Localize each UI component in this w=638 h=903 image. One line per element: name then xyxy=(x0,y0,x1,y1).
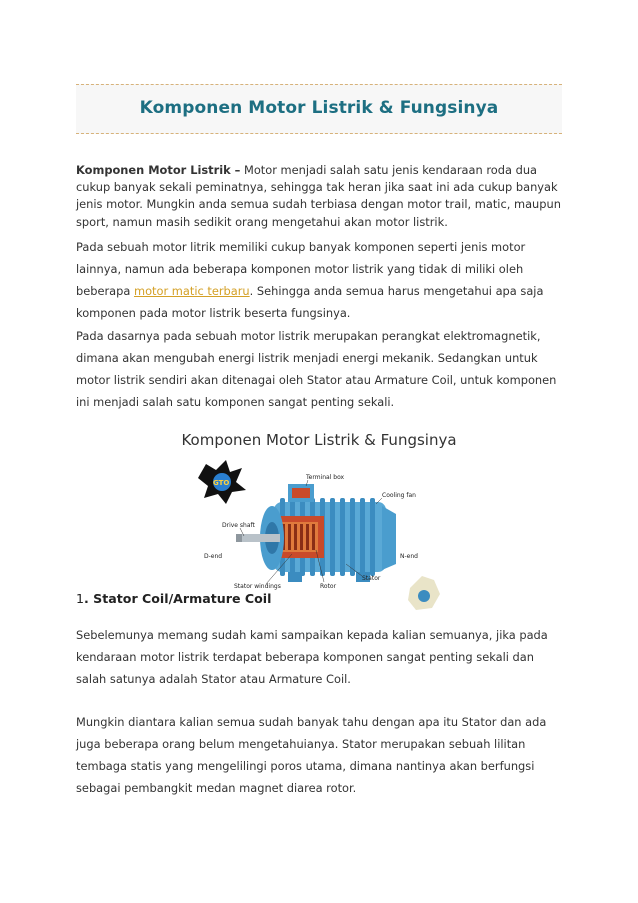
label-d-end: D-end xyxy=(204,553,223,560)
motor-diagram-image xyxy=(196,458,446,613)
corner-logo-icon xyxy=(408,576,440,610)
section-1-title: . Stator Coil/Armature Coil xyxy=(84,591,272,606)
label-stator: Stator xyxy=(362,575,381,582)
paragraph-4: Sebelemunya memang sudah kami sampaikan kepada kalian semuanya, jika pada kendaraan motor listrik terdapat beberapa komponen sangat penting sekali dan salah satunya adalah Stator atau Armature Coil. xyxy=(76,628,548,686)
label-drive-shaft: Drive shaft xyxy=(222,522,255,529)
label-n-end: N-end xyxy=(400,553,418,560)
page-title: Komponen Motor Listrik & Fungsinya xyxy=(139,98,499,118)
logo-badge xyxy=(198,460,246,504)
label-terminal-box: Terminal box xyxy=(306,474,345,481)
paragraph-2 xyxy=(76,236,563,324)
intro-paragraph xyxy=(76,162,563,231)
paragraph-2-before: Pada sebuah motor litrik memiliki cukup banyak komponen seperti jenis motor lainnya, namun ada beberapa komponen motor listrik yang tidak di miliki oleh beberapa xyxy=(76,240,526,298)
motor-body xyxy=(236,484,396,582)
label-rotor: Rotor xyxy=(320,583,337,590)
label-cooling-fan: Cooling fan xyxy=(382,492,416,499)
section-1-heading xyxy=(76,591,271,606)
intro-lead: Komponen Motor Listrik – xyxy=(76,163,241,177)
image-title: Komponen Motor Listrik & Fungsinya xyxy=(181,431,457,449)
label-stator-windings: Stator windings xyxy=(234,583,281,590)
title-banner xyxy=(76,84,562,134)
motor-matic-link[interactable]: motor matic terbaru xyxy=(133,284,250,298)
paragraph-3: Pada dasarnya pada sebuah motor listrik merupakan perangkat elektromagnetik, dimana akan mengubah energi listrik menjadi energi mekanik. Sedangkan untuk motor listrik sendiri akan ditenagai oleh Stator atau Armature Coil, untuk komponen ini menjadi salah satu komponen sangat penting sekali. xyxy=(76,329,557,409)
paragraph-2-after: . Sehingga anda semua harus mengetahui apa saja komponen pada motor listrik beserta fungsinya. xyxy=(76,284,544,320)
paragraph-5: Mungkin diantara kalian semua sudah banyak tahu dengan apa itu Stator dan ada juga beberapa orang belum mengetahuianya. Stator merupakan sebuah lilitan tembaga statis yang mengelilingi poros utama, dimana nantinya akan berfungsi sebagai pembangkit medan magnet diarea rotor. xyxy=(76,715,547,795)
section-1-number: 1 xyxy=(76,591,85,606)
intro-text: Motor menjadi salah satu jenis kendaraan roda dua cukup banyak sekali peminatnya, sehingga tak heran jika saat ini ada cukup banyak jenis motor. Mungkin anda semua sudah terbiasa dengan motor trail, matic, maupun sport, namun masih sedikit orang mengetahui akan motor listrik. xyxy=(76,163,561,229)
logo-text: GTO xyxy=(213,479,230,487)
